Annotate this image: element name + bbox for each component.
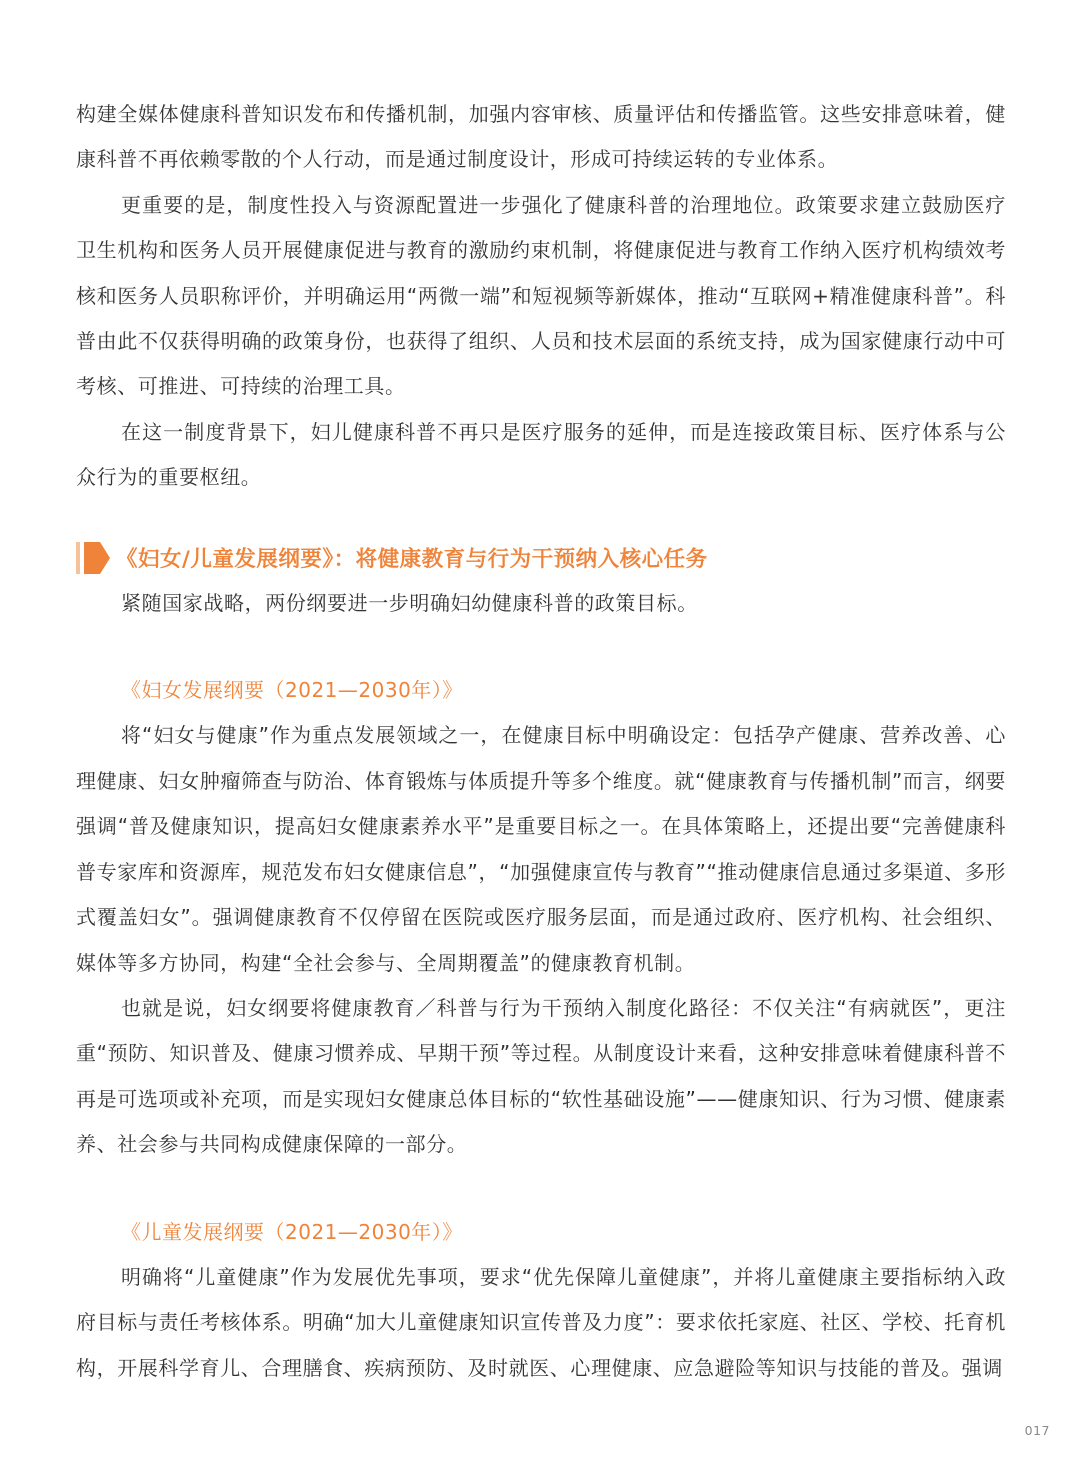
- paragraph-top-2: 更重要的是，制度性投入与资源配置进一步强化了健康科普的治理地位。政策要求建立鼓励医疗卫生机构和医务人员开展健康促进与教育的激励约束机制，将健康促进与教育工作纳入医疗机构绩效考核和医务人员职称评价，并明确运用“两微一端”和短视频等新媒体，推动“互联网+精准健康科普”。科普由此不仅获得明确的政策身份，也获得了组织、人员和技术层面的系统支持，成为国家健康行动中可考核、可推进、可持续的治理工具。: [76, 192, 1006, 399]
- section-heading: [76, 535, 1006, 581]
- women-paragraph-2: 也就是说，妇女纲要将健康教育／科普与行为干预纳入制度化路径：不仅关注“有病就医”，更注重“预防、知识普及、健康习惯养成、早期干预”等过程。从制度设计来看，这种安排意味着健康科普不再是可选项或补充项，而是实现妇女健康总体目标的“软性基础设施”——健康知识、行为习惯、健康素养、社会参与共同构成健康保障的一部分。: [76, 995, 1006, 1157]
- children-outline-title: 《儿童发展纲要（2021—2030年）》: [121, 1219, 463, 1244]
- page-number: 017: [1024, 1423, 1050, 1438]
- children-paragraph-1: 明确将“儿童健康”作为发展优先事项，要求“优先保障儿童健康”，并将儿童健康主要指标纳入政府目标与责任考核体系。明确“加大儿童健康知识宣传普及力度”：要求依托家庭、社区、学校、托育机构，开展科学育儿、合理膳食、疾病预防、及时就医、心理健康、应急避险等知识与技能的普及。强调: [76, 1264, 1006, 1380]
- paragraph-top-3: 在这一制度背景下，妇儿健康科普不再只是医疗服务的延伸，而是连接政策目标、医疗体系与公众行为的重要枢纽。: [76, 419, 1006, 490]
- women-outline-title: 《妇女发展纲要（2021—2030年）》: [121, 678, 463, 703]
- section-marker-icon: [76, 542, 110, 574]
- paragraph-top-1: 构建全媒体健康科普知识发布和传播机制，加强内容审核、质量评估和传播监管。这些安排意味着，健康科普不再依赖零散的个人行动，而是通过制度设计，形成可持续运转的专业体系。: [76, 102, 1006, 172]
- document-body: [76, 92, 1006, 1391]
- women-paragraph-1: 将“妇女与健康”作为重点发展领域之一，在健康目标中明确设定：包括孕产健康、营养改善、心理健康、妇女肿瘤筛查与防治、体育锻炼与体质提升等多个维度。就“健康教育与传播机制”而言，纲要强调“普及健康知识，提高妇女健康素养水平”是重要目标之一。在具体策略上，还提出要“完善健康科普专家库和资源库，规范发布妇女健康信息”，“加强健康宣传与教育”“推动健康信息通过多渠道、多形式覆盖妇女”。强调健康教育不仅停留在医院或医疗服务层面，而是通过政府、医疗机构、社会组织、媒体等多方协同，构建“全社会参与、全周期覆盖”的健康教育机制。: [76, 723, 1006, 975]
- section-intro: 紧随国家战略，两份纲要进一步明确妇幼健康科普的政策目标。: [121, 590, 698, 615]
- section-heading-text: 《妇女/儿童发展纲要》：将健康教育与行为干预纳入核心任务: [116, 547, 708, 573]
